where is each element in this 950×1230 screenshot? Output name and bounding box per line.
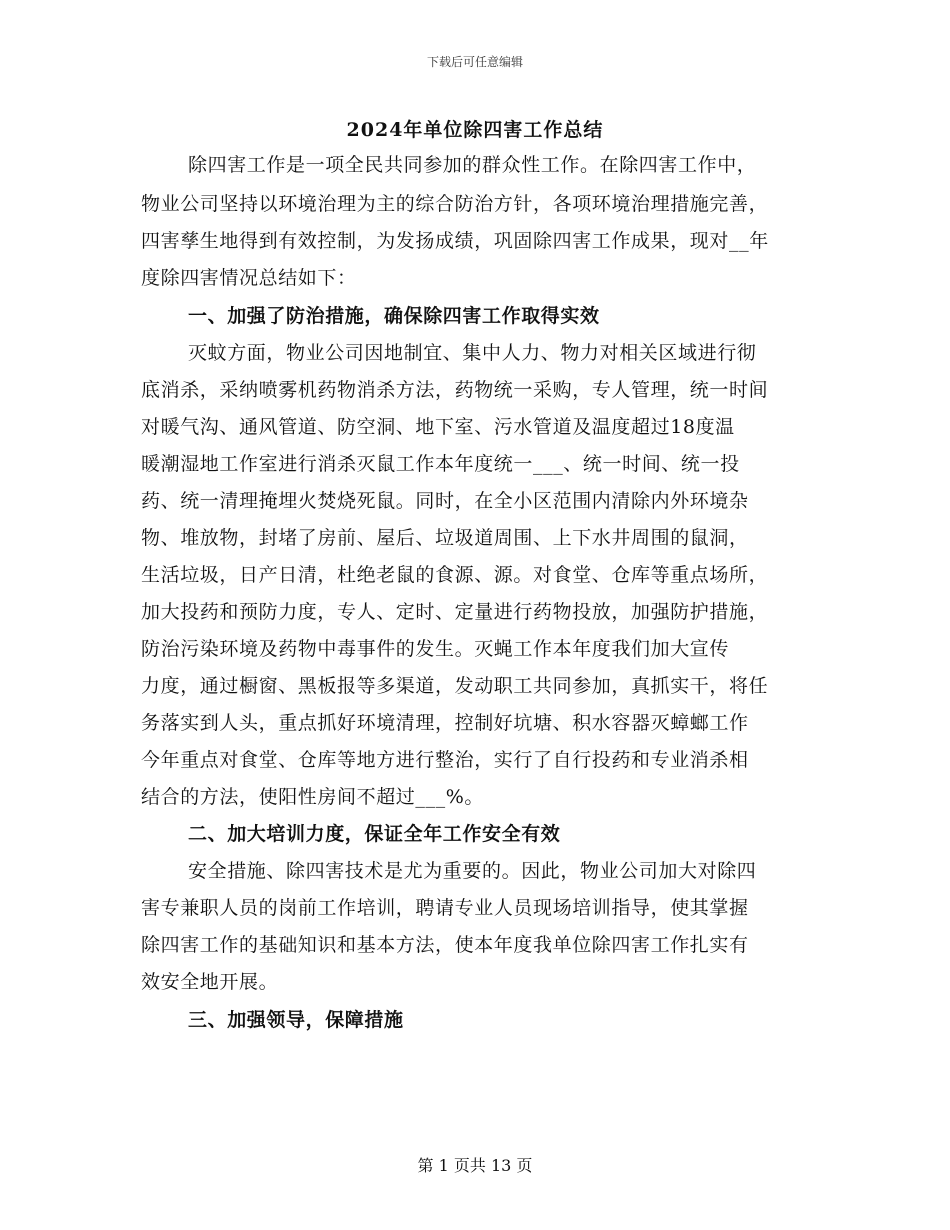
section-heading: 二、加大培训力度，保证全年工作安全有效 xyxy=(188,823,561,845)
paragraph-line: 四害孳生地得到有效控制，为发扬成绩，巩固除四害工作成果，现对__年 xyxy=(141,230,769,252)
paragraph-line: 力度，通过橱窗、黑板报等多渠道，发动职工共同参加，真抓实干，将任 xyxy=(141,675,769,697)
paragraph-line: 加大投药和预防力度，专人、定时、定量进行药物投放，加强防护措施， xyxy=(141,601,769,623)
paragraph-line: 度除四害情况总结如下： xyxy=(141,267,357,289)
paragraph-line: 药、统一清理掩埋火焚烧死鼠。同时，在全小区范围内清除内外环境杂 xyxy=(141,490,749,512)
paragraph-line: 除四害工作的基础知识和基本方法，使本年度我单位除四害工作扎实有 xyxy=(141,934,749,956)
paragraph-line: 结合的方法，使阳性房间不超过___%。 xyxy=(141,786,484,808)
header-note: 下载后可任意编辑 xyxy=(426,55,523,69)
paragraph-line: 底消杀，采纳喷雾机药物消杀方法，药物统一采购，专人管理，统一时间 xyxy=(141,379,769,401)
section-heading: 一、加强了防治措施，确保除四害工作取得实效 xyxy=(188,305,600,327)
paragraph-line: 害专兼职人员的岗前工作培训，聘请专业人员现场培训指导，使其掌握 xyxy=(141,897,749,919)
paragraph-line: 对暖气沟、通风管道、防空洞、地下室、污水管道及温度超过18度温 xyxy=(141,416,735,438)
section-heading: 三、加强领导，保障措施 xyxy=(188,1009,404,1031)
paragraph-line: 今年重点对食堂、仓库等地方进行整治，实行了自行投药和专业消杀相 xyxy=(141,749,749,771)
document-title: 2024年单位除四害工作总结 xyxy=(346,119,604,141)
paragraph-line: 安全措施、除四害技术是尤为重要的。因此，物业公司加大对除四 xyxy=(188,860,757,882)
paragraph-line: 务落实到人头，重点抓好环境清理，控制好坑塘、积水容器灭蟑螂工作 xyxy=(141,712,749,734)
paragraph-line: 效安全地开展。 xyxy=(141,971,279,993)
paragraph-line: 防治污染环境及药物中毒事件的发生。灭蝇工作本年度我们加大宣传 xyxy=(141,638,730,660)
paragraph-line: 物、堆放物，封堵了房前、屋后、垃圾道周围、上下水井周围的鼠洞， xyxy=(141,527,749,549)
paragraph-line: 除四害工作是一项全民共同参加的群众性工作。在除四害工作中， xyxy=(188,154,757,176)
paragraph-line: 生活垃圾，日产日清，杜绝老鼠的食源、源。对食堂、仓库等重点场所， xyxy=(141,564,769,586)
paragraph-line: 暖潮湿地工作室进行消杀灭鼠工作本年度统一___、统一时间、统一投 xyxy=(141,453,740,475)
paragraph-line: 物业公司坚持以环境治理为主的综合防治方针，各项环境治理措施完善， xyxy=(141,193,769,215)
page-footer: 第 1 页共 13 页 xyxy=(417,1156,533,1175)
paragraph-line: 灭蚊方面，物业公司因地制宜、集中人力、物力对相关区域进行彻 xyxy=(188,342,757,364)
